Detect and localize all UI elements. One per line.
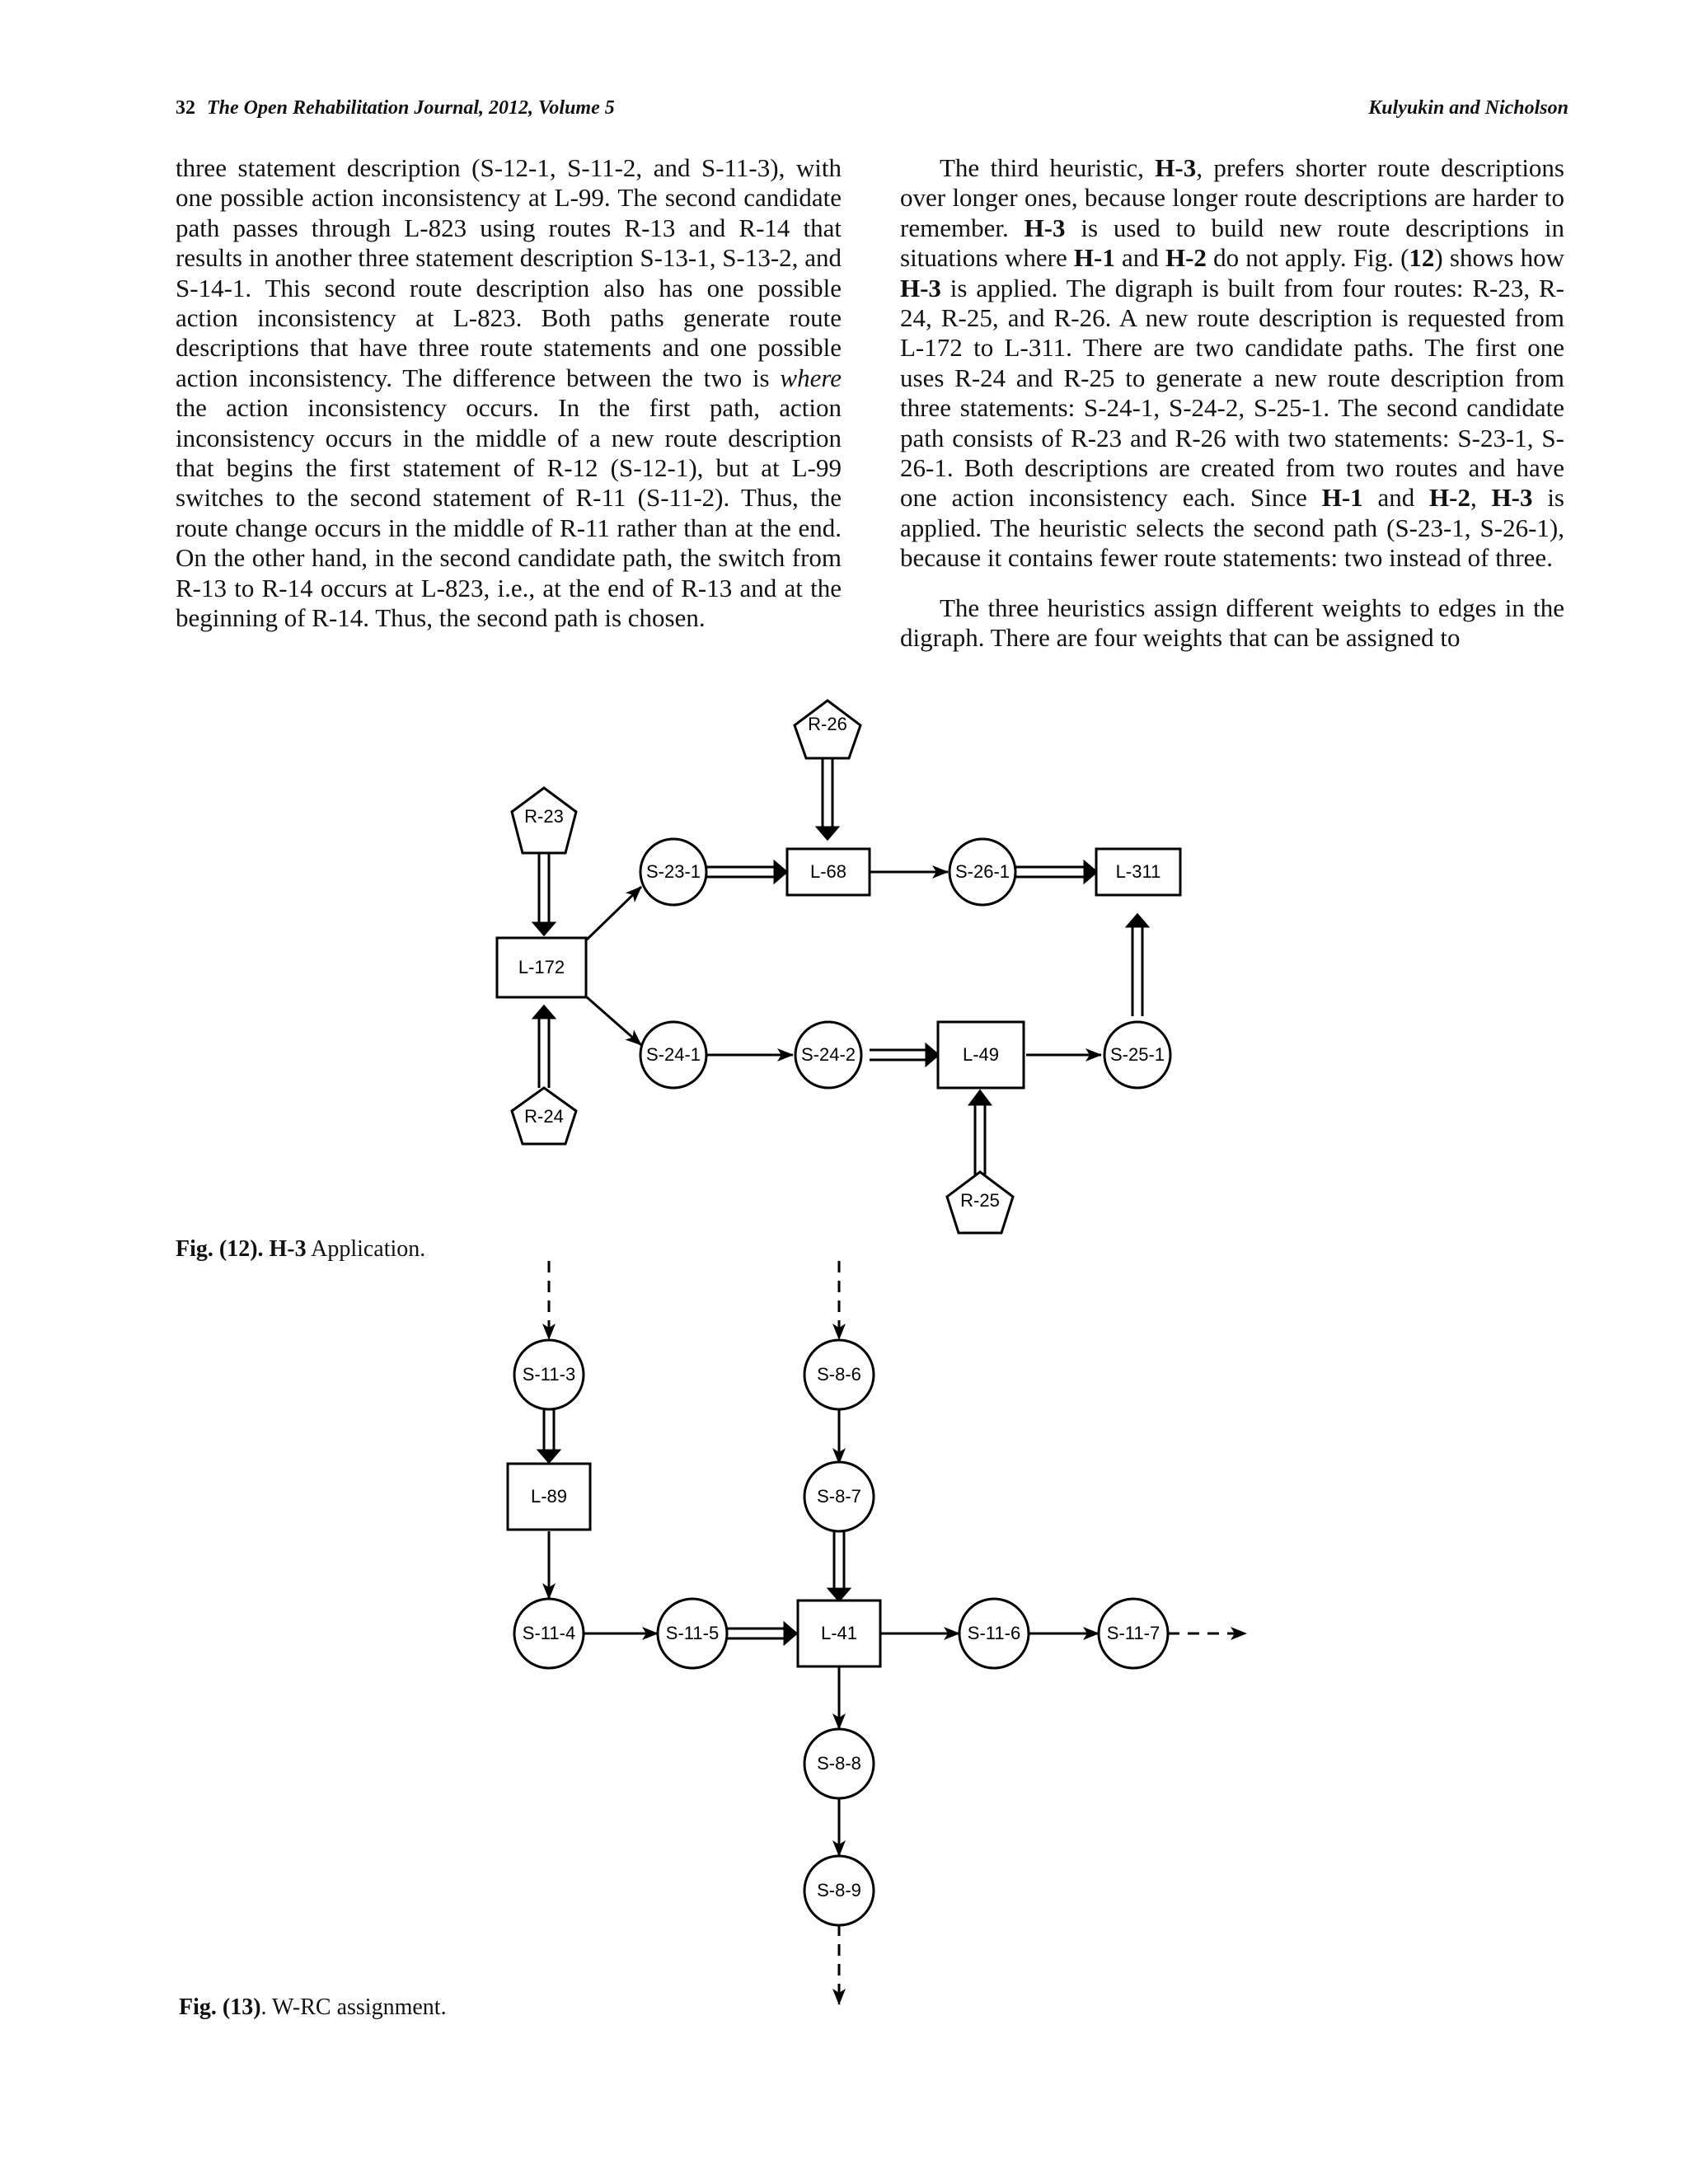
label-r23: R-23 xyxy=(524,805,564,827)
bold-term: H-1 xyxy=(1321,483,1363,513)
caption-text: . W-RC assignment. xyxy=(260,1994,447,2020)
figure-13-caption xyxy=(179,1994,447,2021)
edge-l172-s231 xyxy=(587,887,641,940)
route-edge-s115-l41 xyxy=(725,1624,796,1643)
bold-term: H-3 xyxy=(1155,153,1197,182)
bold-term: H-2 xyxy=(1165,243,1207,273)
label-s114: S-11-4 xyxy=(522,1622,576,1643)
text-run: ) shows how xyxy=(1434,243,1564,273)
figure-12-caption xyxy=(176,1236,425,1263)
route-edge-s242-l49 xyxy=(870,1045,938,1065)
journal-name: The Open Rehabilitation Journal, 2012, Volume 5 xyxy=(207,97,615,119)
label-r24: R-24 xyxy=(524,1105,564,1127)
edge-l172-s241 xyxy=(587,997,641,1045)
route-edge-r25-l49 xyxy=(970,1091,990,1175)
label-l41: L-41 xyxy=(820,1622,858,1643)
text-run: and xyxy=(1362,483,1430,513)
bold-term: H-2 xyxy=(1429,483,1470,513)
text-run: is used to build new route descriptions in situations where xyxy=(900,213,1564,273)
label-s241: S-24-1 xyxy=(645,1043,701,1065)
caption-label: Fig. (12). xyxy=(176,1236,264,1262)
emphasis: where xyxy=(780,363,842,392)
text-run: , prefers shorter route descriptions over longer ones, because longer route descriptions are harder to remember. xyxy=(900,153,1564,242)
label-s113: S-11-3 xyxy=(522,1363,576,1385)
label-l89: L-89 xyxy=(530,1485,568,1507)
label-s88: S-8-8 xyxy=(817,1752,861,1774)
route-edge-s87-l41 xyxy=(829,1531,849,1601)
text-run: , xyxy=(1470,483,1492,513)
label-s117: S-11-7 xyxy=(1106,1622,1160,1643)
label-s242: S-24-2 xyxy=(800,1043,856,1065)
label-l49: L-49 xyxy=(962,1043,1000,1065)
text-run: do not apply. Fig. ( xyxy=(1206,243,1409,273)
label-l311: L-311 xyxy=(1115,860,1161,882)
route-edge-r26-l68 xyxy=(818,758,837,839)
label-s231: S-23-1 xyxy=(645,860,701,882)
route-edge-s231-l68 xyxy=(706,862,786,882)
label-r26: R-26 xyxy=(808,713,847,734)
text-run: is applied. The heuristic selects the second path (S-23-1, S-26-1), because it contains fewer route statements: two instead of three. xyxy=(900,483,1564,573)
text-run: The third heuristic, xyxy=(940,153,1156,182)
route-edge-s251-l311 xyxy=(1128,915,1147,1016)
route-edge-r24-l172 xyxy=(534,1006,554,1088)
label-r25: R-25 xyxy=(960,1189,1000,1211)
caption-text: Application. xyxy=(306,1236,426,1262)
route-edge-s113-l89 xyxy=(539,1409,559,1462)
label-s115: S-11-5 xyxy=(665,1622,720,1643)
caption-label: Fig. (13) xyxy=(179,1994,261,2020)
text-run: three statement description (S-12-1, S-11-2, and S-11-3), with one possible action inconsistency at L-99. The second candidate path passes through L-823 using routes R-13 and R-14 that results in another three statement description S-13-1, S-13-2, and S-14-1. This second route description also has one possible action inconsistency at L-823. Both paths generate route descriptions that have three route statements and one possible action inconsistency. The difference between the two is xyxy=(176,153,842,392)
label-l172: L-172 xyxy=(518,956,565,977)
bold-term: H-3 xyxy=(1024,213,1066,242)
bold-term: H-1 xyxy=(1073,243,1115,273)
label-s86: S-8-6 xyxy=(817,1363,861,1385)
bold-term: H-3 xyxy=(1491,483,1533,513)
label-s116: S-11-6 xyxy=(967,1622,1021,1643)
label-s87: S-8-7 xyxy=(817,1485,861,1507)
text-run: and xyxy=(1114,243,1165,273)
label-l68: L-68 xyxy=(809,860,847,882)
text-run: the action inconsistency occurs. In the first path, action inconsistency occurs in the middle of a new route description that begins the first statement of R-12 (S-12-1), but at L-99 switches to the second statement of R-11 (S-11-2). Thus, the route change occurs in the middle of R-11 rather than at the end. On the other hand, in the second candidate path, the switch from R-13 to R-14 occurs at L-823, i.e., at the end of R-13 and at the beginning of R-14. Thus, the second path is chosen. xyxy=(176,393,842,633)
route-edge-s261-l311 xyxy=(1016,862,1096,882)
header-authors: Kulyukin and Nicholson xyxy=(1368,97,1568,119)
bold-term: 12 xyxy=(1409,243,1435,273)
bold-term: H-3 xyxy=(900,273,941,302)
label-s261: S-26-1 xyxy=(954,860,1010,882)
label-s251: S-25-1 xyxy=(1109,1043,1165,1065)
caption-bold: H-3 xyxy=(269,1236,307,1262)
label-s89: S-8-9 xyxy=(817,1879,861,1900)
route-edge-r23-l172 xyxy=(534,853,554,935)
page-number: 32 xyxy=(176,97,195,119)
right-paragraph-2: The three heuristics assign different weights to edges in the digraph. There are four weights that can be assigned to xyxy=(900,593,1564,653)
text-run: is applied. The digraph is built from four routes: R-23, R-24, R-25, and R-26. A new route description is requested from L-172 to L-311. There are two candidate paths. The first one uses R-24 and R-25 to generate a new route description from three statements: S-24-1, S-24-2, S-25-1. The second candidate path consists of R-23 and R-26 with two statements: S-23-1, S-26-1. Both descriptions are created from two routes and have one action inconsistency each. Since xyxy=(900,273,1564,513)
